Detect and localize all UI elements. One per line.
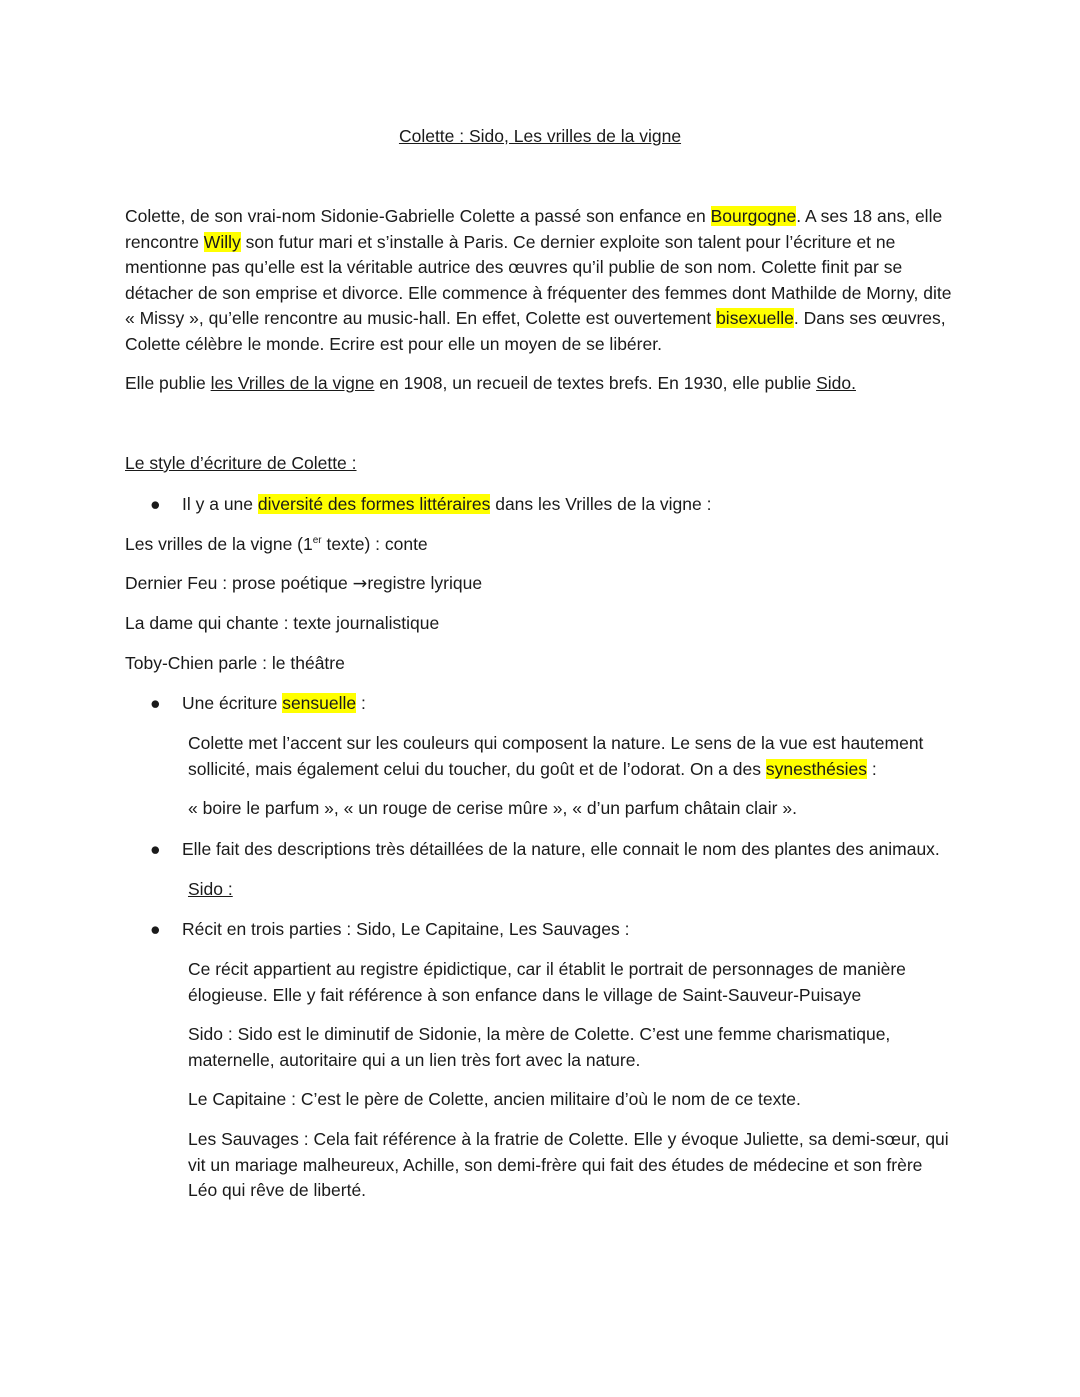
form-item: Toby-Chien parle : le théâtre bbox=[125, 653, 345, 673]
highlight-bourgogne: Bourgogne bbox=[710, 206, 797, 226]
style-heading: Le style d’écriture de Colette : bbox=[125, 453, 357, 473]
sido-paragraph-sauvages: Les Sauvages : Cela fait référence à la fratrie de Colette. Elle y évoque Juliette, sa demi-sœur, qui vit un mariage malheureux, Achille, son demi-frère qui fait des études de médecine et son frère Léo qui rêve de liberté. bbox=[188, 1129, 949, 1200]
form-item: Dernier Feu : prose poétique →registre lyrique bbox=[125, 573, 483, 594]
highlight-bisexuelle: bisexuelle bbox=[716, 308, 794, 328]
quotes-paragraph: « boire le parfum », « un rouge de cerise mûre », « d’un parfum châtain clair ». bbox=[188, 798, 797, 818]
publications-paragraph: Elle publie les Vrilles de la vigne en 1908, un recueil de textes brefs. En 1930, elle publie Sido. bbox=[125, 373, 856, 393]
sido-heading: Sido : bbox=[188, 879, 233, 899]
bullet-icon: ● bbox=[150, 494, 161, 514]
form-item: La dame qui chante : texte journalistique bbox=[125, 613, 440, 633]
sido-paragraph-registre: Ce récit appartient au registre épidictique, car il établit le portrait de personnages de manière élogieuse. Elle y fait référence à son enfance dans le village de Saint-Sauveur-Puisaye bbox=[188, 959, 906, 1005]
work-title-vrilles: les Vrilles de la vigne bbox=[210, 373, 375, 393]
work-title-sido: Sido. bbox=[816, 373, 856, 393]
intro-paragraph: Colette, de son vrai-nom Sidonie-Gabrielle Colette a passé son enfance en Bourgogne. A ses 18 ans, elle rencontre Willy son futur mari et s’installe à Paris. Ce dernier exploite son talent pour l’écriture et ne mentionne pas qu’elle est la véritable autrice des œuvres qu’il publie de son nom. Colette finit par se détacher de son emprise et divorce. Elle commence à fréquenter des femmes dont Mathilde de Morny, dite « Missy », qu’elle rencontre au music-hall. En effet, Colette est ouvertement bisexuelle. Dans ses œuvres, Colette célèbre le monde. Ecrire est pour elle un moyen de se libérer. bbox=[125, 206, 952, 354]
bullet-icon: ● bbox=[150, 839, 161, 859]
bullet-icon: ● bbox=[150, 693, 161, 713]
sensuelle-paragraph: Colette met l’accent sur les couleurs qui composent la nature. Le sens de la vue est hautement sollicité, mais également celui du toucher, du goût et de l’odorat. On a des synesthésies : bbox=[188, 733, 924, 779]
sido-paragraph-mere: Sido : Sido est le diminutif de Sidonie, la mère de Colette. C’est une femme charismatique, maternelle, autoritaire qui a un lien très fort avec la nature. bbox=[188, 1024, 891, 1070]
highlight-sensuelle: sensuelle bbox=[282, 693, 357, 713]
bullet-icon: ● bbox=[150, 919, 161, 939]
highlight-synesthesies: synesthésies bbox=[765, 758, 868, 779]
highlight-willy: Willy bbox=[203, 231, 241, 252]
document-page: Colette : Sido, Les vrilles de la vigne Colette, de son vrai-nom Sidonie-Gabrielle Colette a passé son enfance en Bourgogne. A ses 18 ans, elle rencontre Willy son futur mari et s’installe à Paris. Ce dernier exploite son talent pour l’écriture et ne mentionne pas qu’elle est la véritable autrice des œuvres qu’il publie de son nom. Colette finit par se détacher de son emprise et divorce. Elle commence à fréquenter des femmes dont Mathilde de Morny, dite « Missy », qu’elle rencontre au music-hall. En effet, Colette est ouvertement bisexuelle. Dans ses œuvres, Colette célèbre le monde. Ecrire est pour elle un moyen de se libérer. Elle publie les Vrilles de la vigne en 1908, un recueil de textes brefs. En 1930, elle publie Sido. Le style d’écriture de Colette : ● Il y a une diversité des formes littéraires dans les Vrilles de la vigne : Les vrilles de la vigne (1er texte) : conte Dernier Feu : prose poétique →registre lyrique La dame qui chante : texte journalistique Toby-Chien parle : le théâtre ● Une écriture sensuelle : Colette met l’accent sur les couleurs qui composent la nature. Le sens de la vue est hautement sollicité, mais également celui du toucher, du goût et de l’odorat. On a des synesthésies : « boire le parfum », « un rouge de cerise mûre », « d’un parfum châtain clair ». ● Elle fait des descriptions très détaillées de la nature, elle connait le nom des plantes des animaux. Sido : ● Récit en trois parties : Sido, Le Capitaine, Les Sauvages : Ce récit appartient au registre épidictique, car il établit le portrait de personnages de manière élogieuse. Elle y fait référence à son enfance dans le village de Saint-Sauveur-Puisaye Sido : Sido est le diminutif de Sidonie, la mère de Colette. C’est une femme charismatique, maternelle, autoritaire qui a un lien très fort avec la nature. Le Capitaine : C’est le père de Colette, ancien militaire d’où le nom de ce texte. Les Sauvages : Cela fait référence à la fratrie de Colette. Elle y évoque Juliette, sa demi-sœur, qui vit un mariage malheureux, Achille, son demi-frère qui fait des études de médecine et son frère Léo qui rêve de liberté. bbox=[0, 0, 1080, 1397]
page-title: Colette : Sido, Les vrilles de la vigne bbox=[398, 126, 682, 146]
sido-paragraph-capitaine: Le Capitaine : C’est le père de Colette, ancien militaire d’où le nom de ce texte. bbox=[188, 1089, 801, 1109]
highlight-diversite: diversité des formes littéraires bbox=[257, 494, 491, 514]
form-item: Les vrilles de la vigne (1er texte) : conte bbox=[125, 534, 428, 554]
arrow-right-icon: → bbox=[352, 574, 368, 594]
